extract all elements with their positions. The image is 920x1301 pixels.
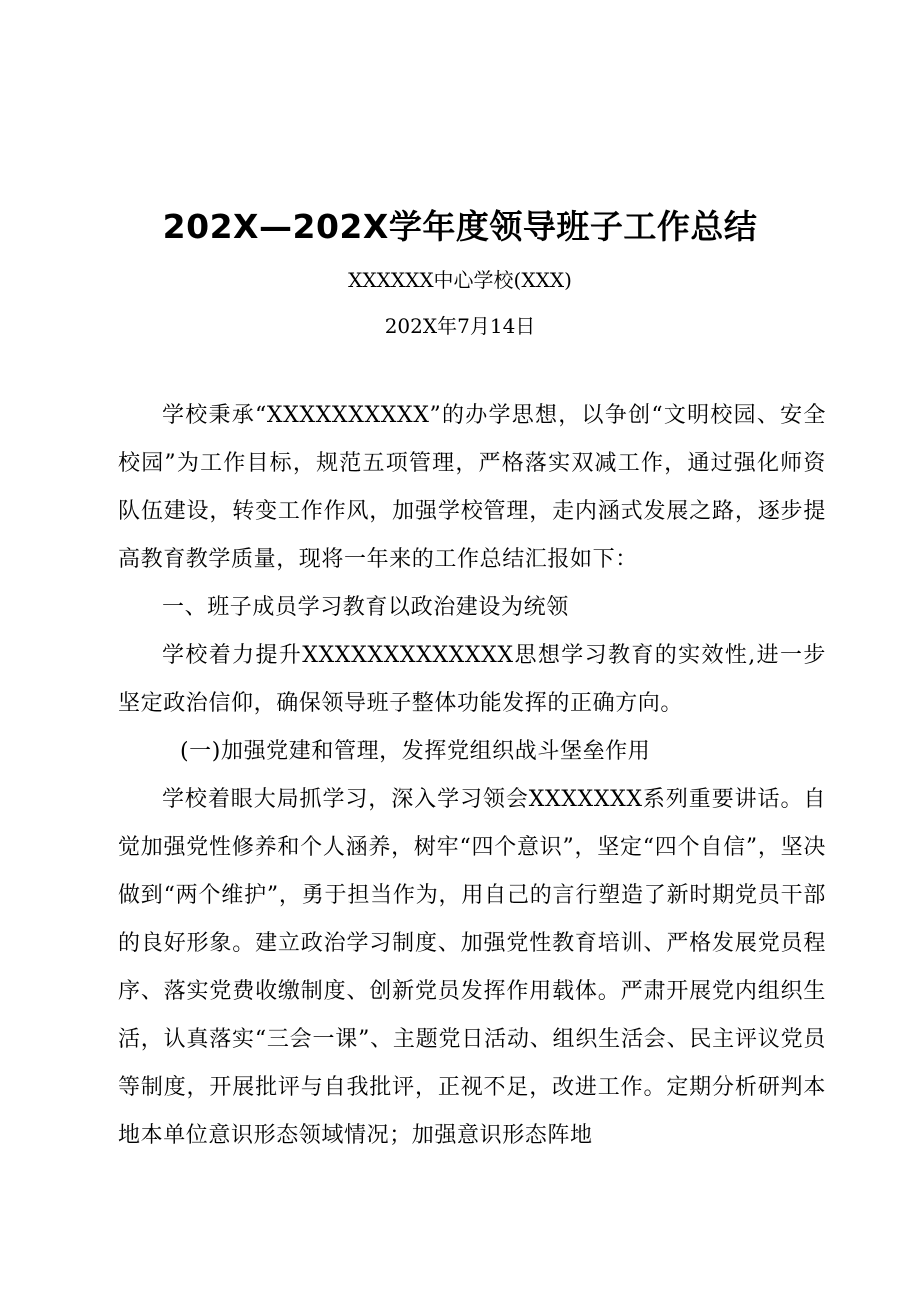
section-1-paragraph: 学校着力提升XXXXXXXXXXXXX思想学习教育的实效性,进一步坚定政治信仰，确保领导班子整体功能发挥的正确方向。 — [118, 643, 826, 716]
document-date: 202X年7月14日 — [384, 314, 536, 338]
document-organization: XXXXXX中心学校(XXX) — [348, 268, 572, 292]
section-heading-1: 一、班子成员学习教育以政治建设为统领 — [162, 595, 569, 620]
intro-paragraph: 学校秉承“XXXXXXXXXX”的办学思想，以争创“文明校园、安全校园”为工作目标，规范五项管理，严格落实双减工作，通过强化师资队伍建设，转变工作作风，加强学校管理，走内涵式发展之路，逐步提高教育教学质量，现将一年来的工作总结汇报如下： — [118, 403, 826, 572]
document-title: 202X—202X学年度领导班子工作总结 — [162, 207, 758, 246]
document-body — [118, 392, 826, 1160]
subsection-1-paragraph: 学校着眼大局抓学习，深入学习领会XXXXXXX系列重要讲话。自觉加强党性修养和个人涵养，树牢“四个意识”，坚定“四个自信”，坚决做到“两个维护”，勇于担当作为，用自己的言行塑造了新时期党员干部的良好形象。建立政治学习制度、加强党性教育培训、严格发展党员程序、落实党费收缴制度、创新党员发挥作用载体。严肃开展党内组织生活，认真落实“三会一课”、主题党日活动、组织生活会、民主评议党员等制度，开展批评与自我批评，正视不足，改进工作。定期分析研判本地本单位意识形态领域情况；加强意识形态阵地 — [118, 787, 826, 1148]
subsection-heading-1: (一)加强党建和管理，发挥党组织战斗堡垒作用 — [180, 739, 651, 764]
